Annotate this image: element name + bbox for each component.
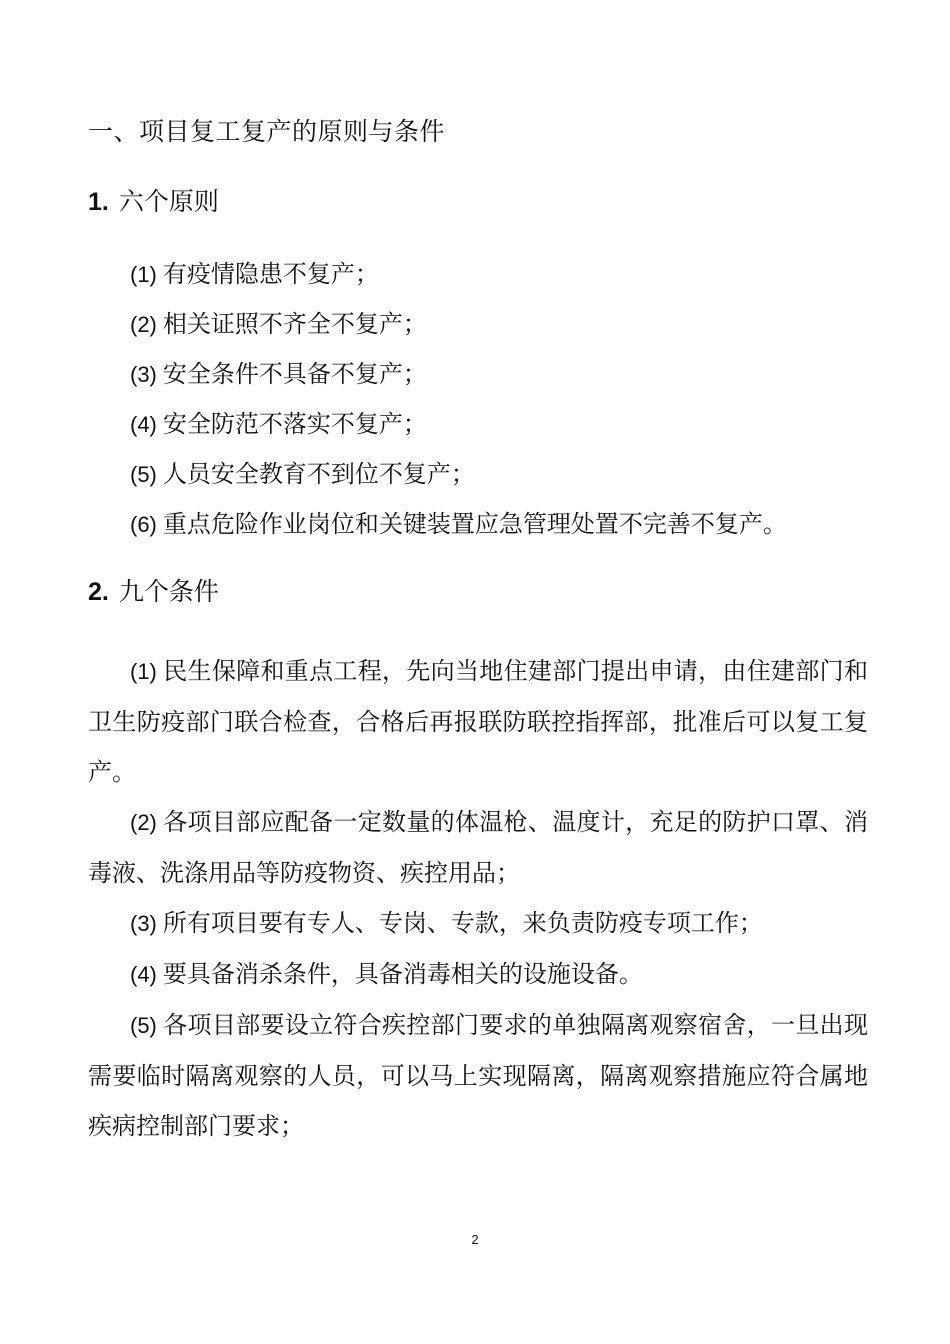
principle-text: 安全防范不落实不复产； xyxy=(162,410,427,438)
condition-text: 民生保障和重点工程，先向当地住建部门提出申请，由住建部门和卫生防疫部门联合检查，合格后再报联防联控指挥部，批准后可以复工复产。 xyxy=(88,657,868,786)
principle-number: (1) xyxy=(130,262,157,287)
principle-item xyxy=(130,504,910,554)
principle-number: (3) xyxy=(130,362,157,387)
condition-text: 所有项目要有专人、专岗、专款，来负责防疫专项工作； xyxy=(162,909,763,937)
page-number: 2 xyxy=(471,1232,479,1247)
condition-number: (3) xyxy=(130,911,157,936)
principles-heading-number: 1. xyxy=(88,188,109,216)
principle-text: 安全条件不具备不复产； xyxy=(162,360,427,388)
principle-item xyxy=(130,404,910,454)
conditions-heading-number: 2. xyxy=(88,578,109,606)
condition-text: 各项目部要设立符合疾控部门要求的单独隔离观察宿舍，一旦出现需要临时隔离观察的人员，可以马上实现隔离，隔离观察措施应符合属地疾病控制部门要求； xyxy=(88,1011,868,1140)
principle-item xyxy=(130,304,910,354)
condition-number: (2) xyxy=(130,810,157,835)
condition-paragraph xyxy=(88,898,868,949)
principle-item xyxy=(130,454,910,504)
condition-paragraph xyxy=(88,949,868,1000)
principle-text: 重点危险作业岗位和关键装置应急管理处置不完善不复产。 xyxy=(162,510,787,538)
principle-text: 有疫情隐患不复产； xyxy=(162,260,379,288)
principles-heading xyxy=(88,182,219,222)
condition-paragraph xyxy=(88,1000,868,1151)
principles-list xyxy=(130,254,910,554)
condition-text: 要具备消杀条件，具备消毒相关的设施设备。 xyxy=(162,960,643,988)
conditions-heading-text: 九个条件 xyxy=(118,577,219,606)
principle-text: 相关证照不齐全不复产； xyxy=(162,310,427,338)
principle-item xyxy=(130,254,910,304)
principle-text: 人员安全教育不到位不复产； xyxy=(162,460,475,488)
condition-number: (5) xyxy=(130,1013,157,1038)
principles-heading-text: 六个原则 xyxy=(118,187,219,216)
condition-number: (4) xyxy=(130,962,157,987)
principle-number: (2) xyxy=(130,312,157,337)
principle-number: (4) xyxy=(130,412,157,437)
conditions-list xyxy=(88,646,868,1151)
section-title: 一、项目复工复产的原则与条件 xyxy=(88,117,446,146)
principle-item xyxy=(130,354,910,404)
condition-text: 各项目部应配备一定数量的体温枪、温度计，充足的防护口罩、消毒液、洗涤用品等防疫物资、疾控用品； xyxy=(88,808,868,887)
principle-number: (5) xyxy=(130,462,157,487)
condition-paragraph xyxy=(88,797,868,898)
conditions-heading xyxy=(88,572,219,612)
condition-number: (1) xyxy=(130,659,157,684)
condition-paragraph xyxy=(88,646,868,797)
principle-number: (6) xyxy=(130,512,157,537)
